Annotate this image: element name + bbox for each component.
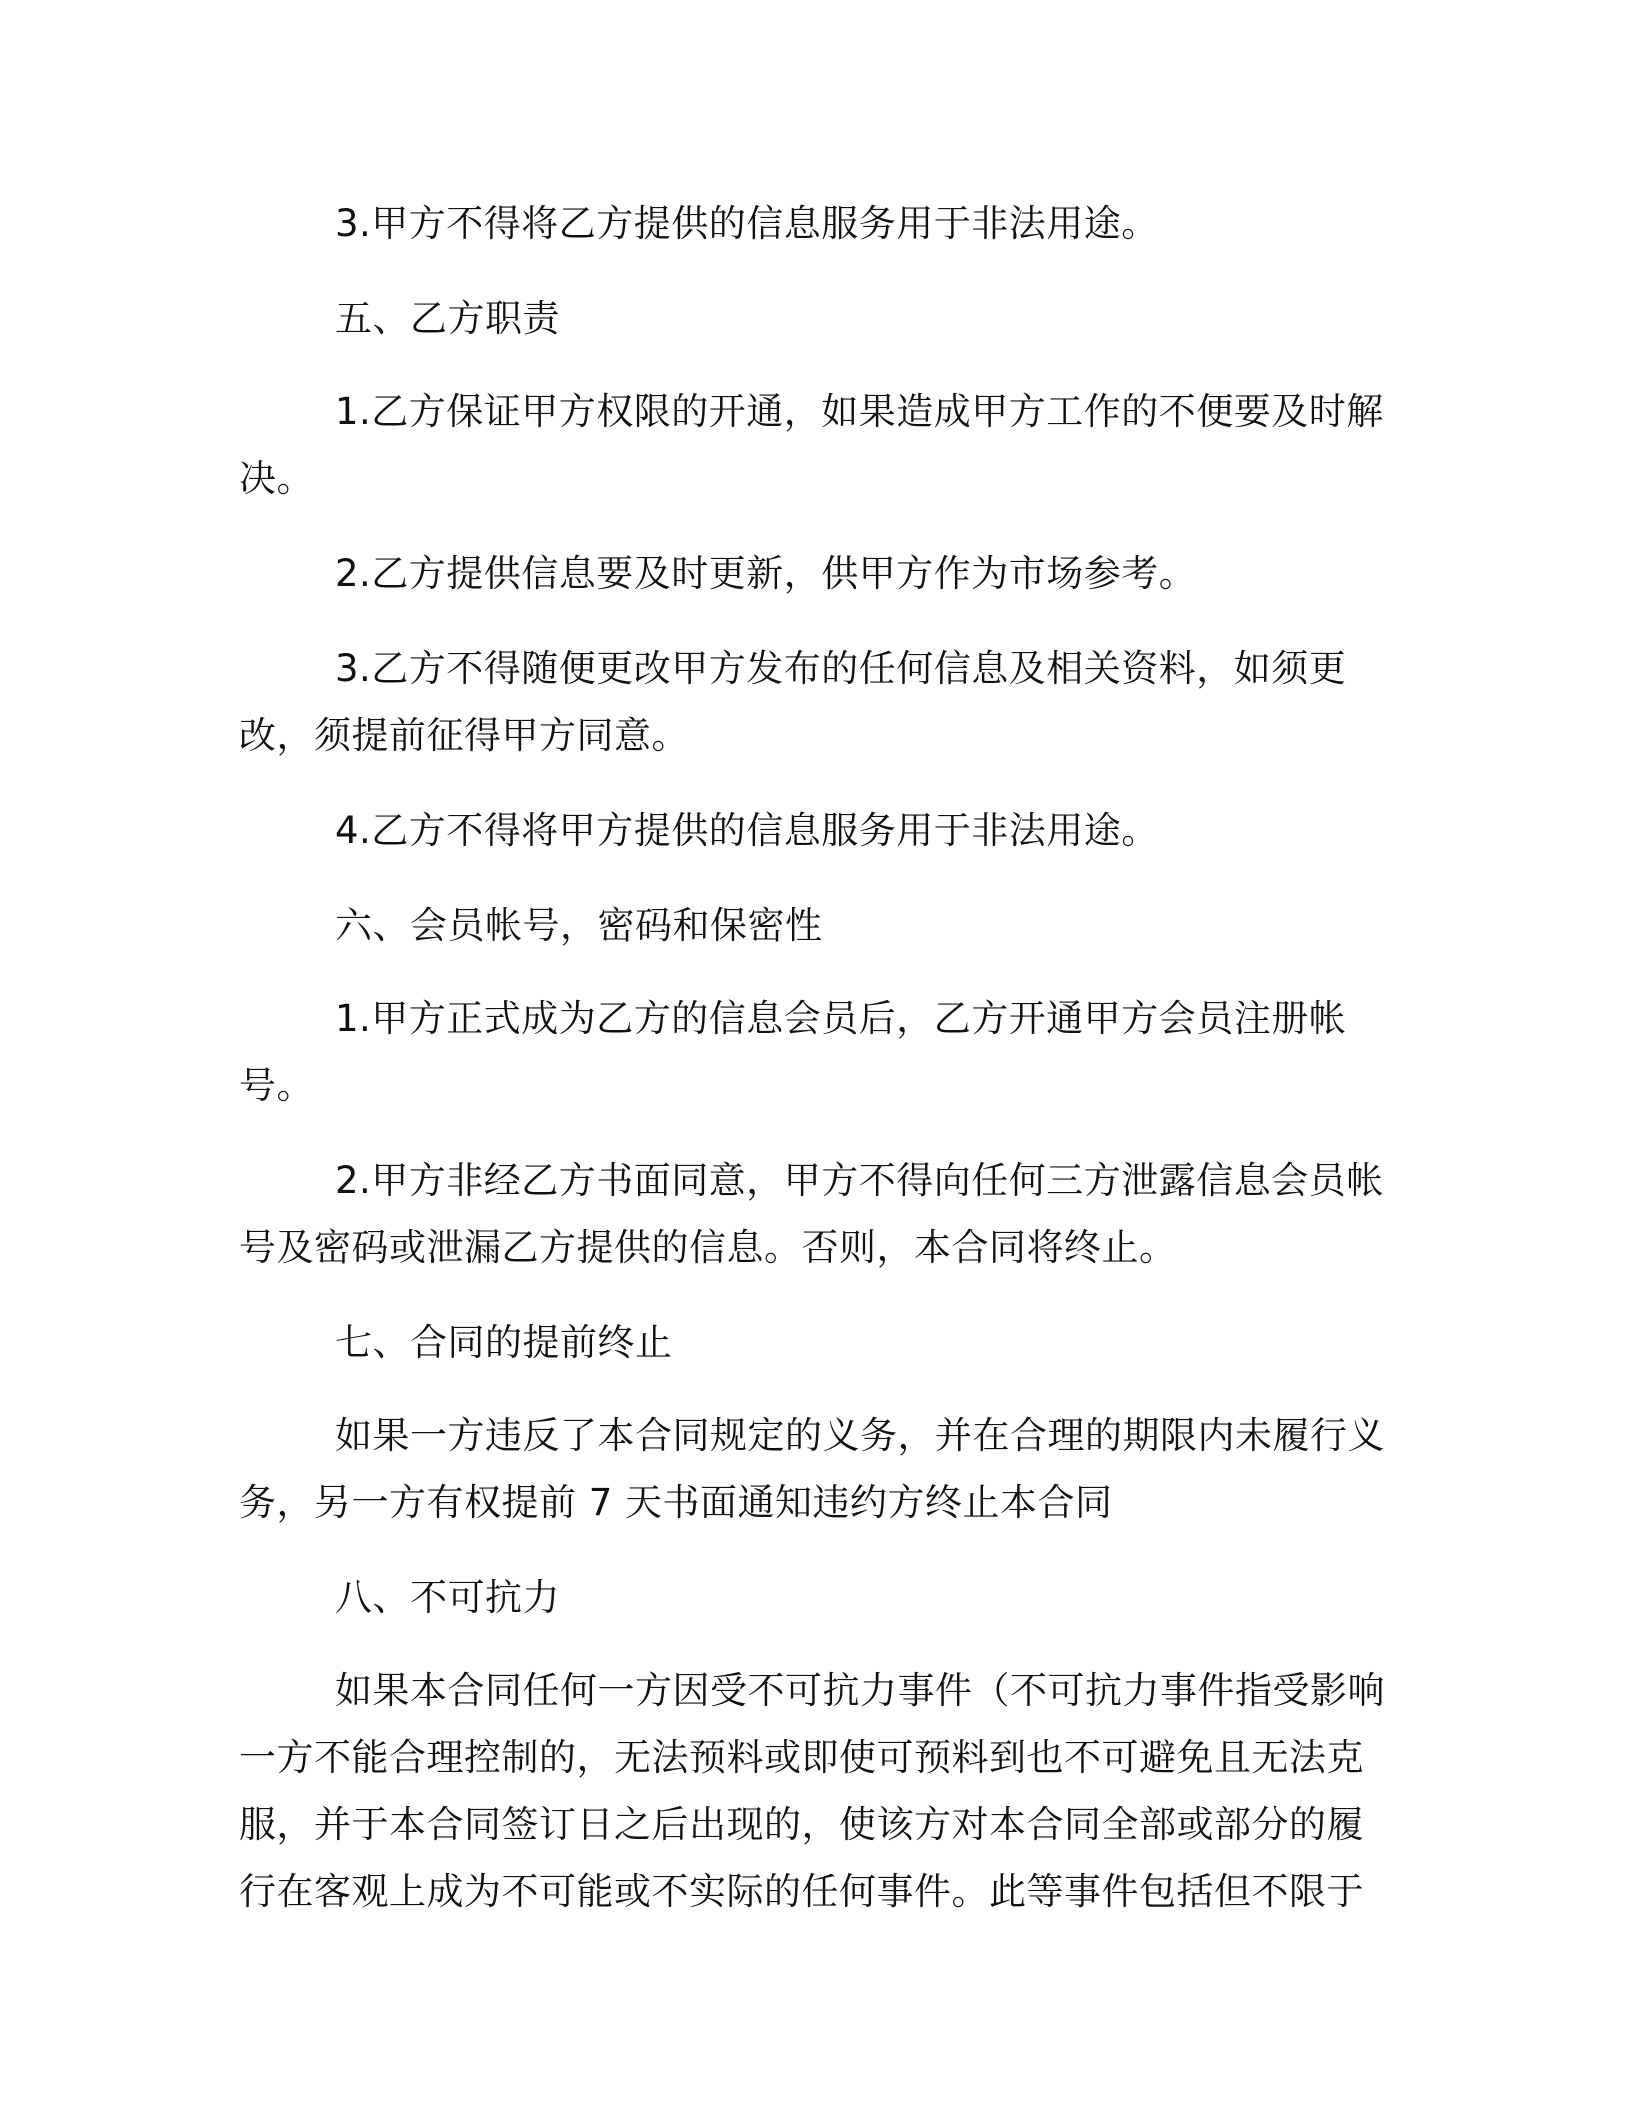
document-body: [239, 190, 1399, 1953]
clause-paragraph: 1.甲方正式成为乙方的信息会员后，乙方开通甲方会员注册帐号。: [239, 997, 1347, 1107]
clause-paragraph: 3.甲方不得将乙方提供的信息服务用于非法用途。: [335, 202, 1159, 245]
clause-paragraph: 2.甲方非经乙方书面同意，甲方不得向任何三方泄露信息会员帐号及密码或泄漏乙方提供的信息。否则，本合同将终止。: [239, 1159, 1384, 1269]
section-heading: 七、合同的提前终止: [335, 1321, 673, 1364]
clause-paragraph: 4.乙方不得将甲方提供的信息服务用于非法用途。: [335, 809, 1159, 852]
section-heading: 五、乙方职责: [335, 297, 560, 340]
clause-paragraph: 1.乙方保证甲方权限的开通，如果造成甲方工作的不便要及时解决。: [239, 390, 1384, 500]
clause-paragraph: 如果本合同任何一方因受不可抗力事件（不可抗力事件指受影响一方不能合理控制的，无法预料或即使可预料到也不可避免且无法克服，并于本合同签订日之后出现的，使该方对本合同全部或部分的履行在客观上成为不可能或不实际的任何事件。此等事件包括但不限于: [239, 1669, 1385, 1913]
clause-paragraph: 2.乙方提供信息要及时更新，供甲方作为市场参考。: [335, 552, 1197, 595]
section-heading: 八、不可抗力: [335, 1576, 560, 1619]
clause-paragraph: 如果一方违反了本合同规定的义务，并在合理的期限内未履行义务，另一方有权提前 7 天书面通知违约方终止本合同: [239, 1414, 1385, 1524]
clause-paragraph: 3.乙方不得随便更改甲方发布的任何信息及相关资料，如须更改，须提前征得甲方同意。: [239, 647, 1347, 757]
section-heading: 六、会员帐号，密码和保密性: [335, 904, 823, 947]
